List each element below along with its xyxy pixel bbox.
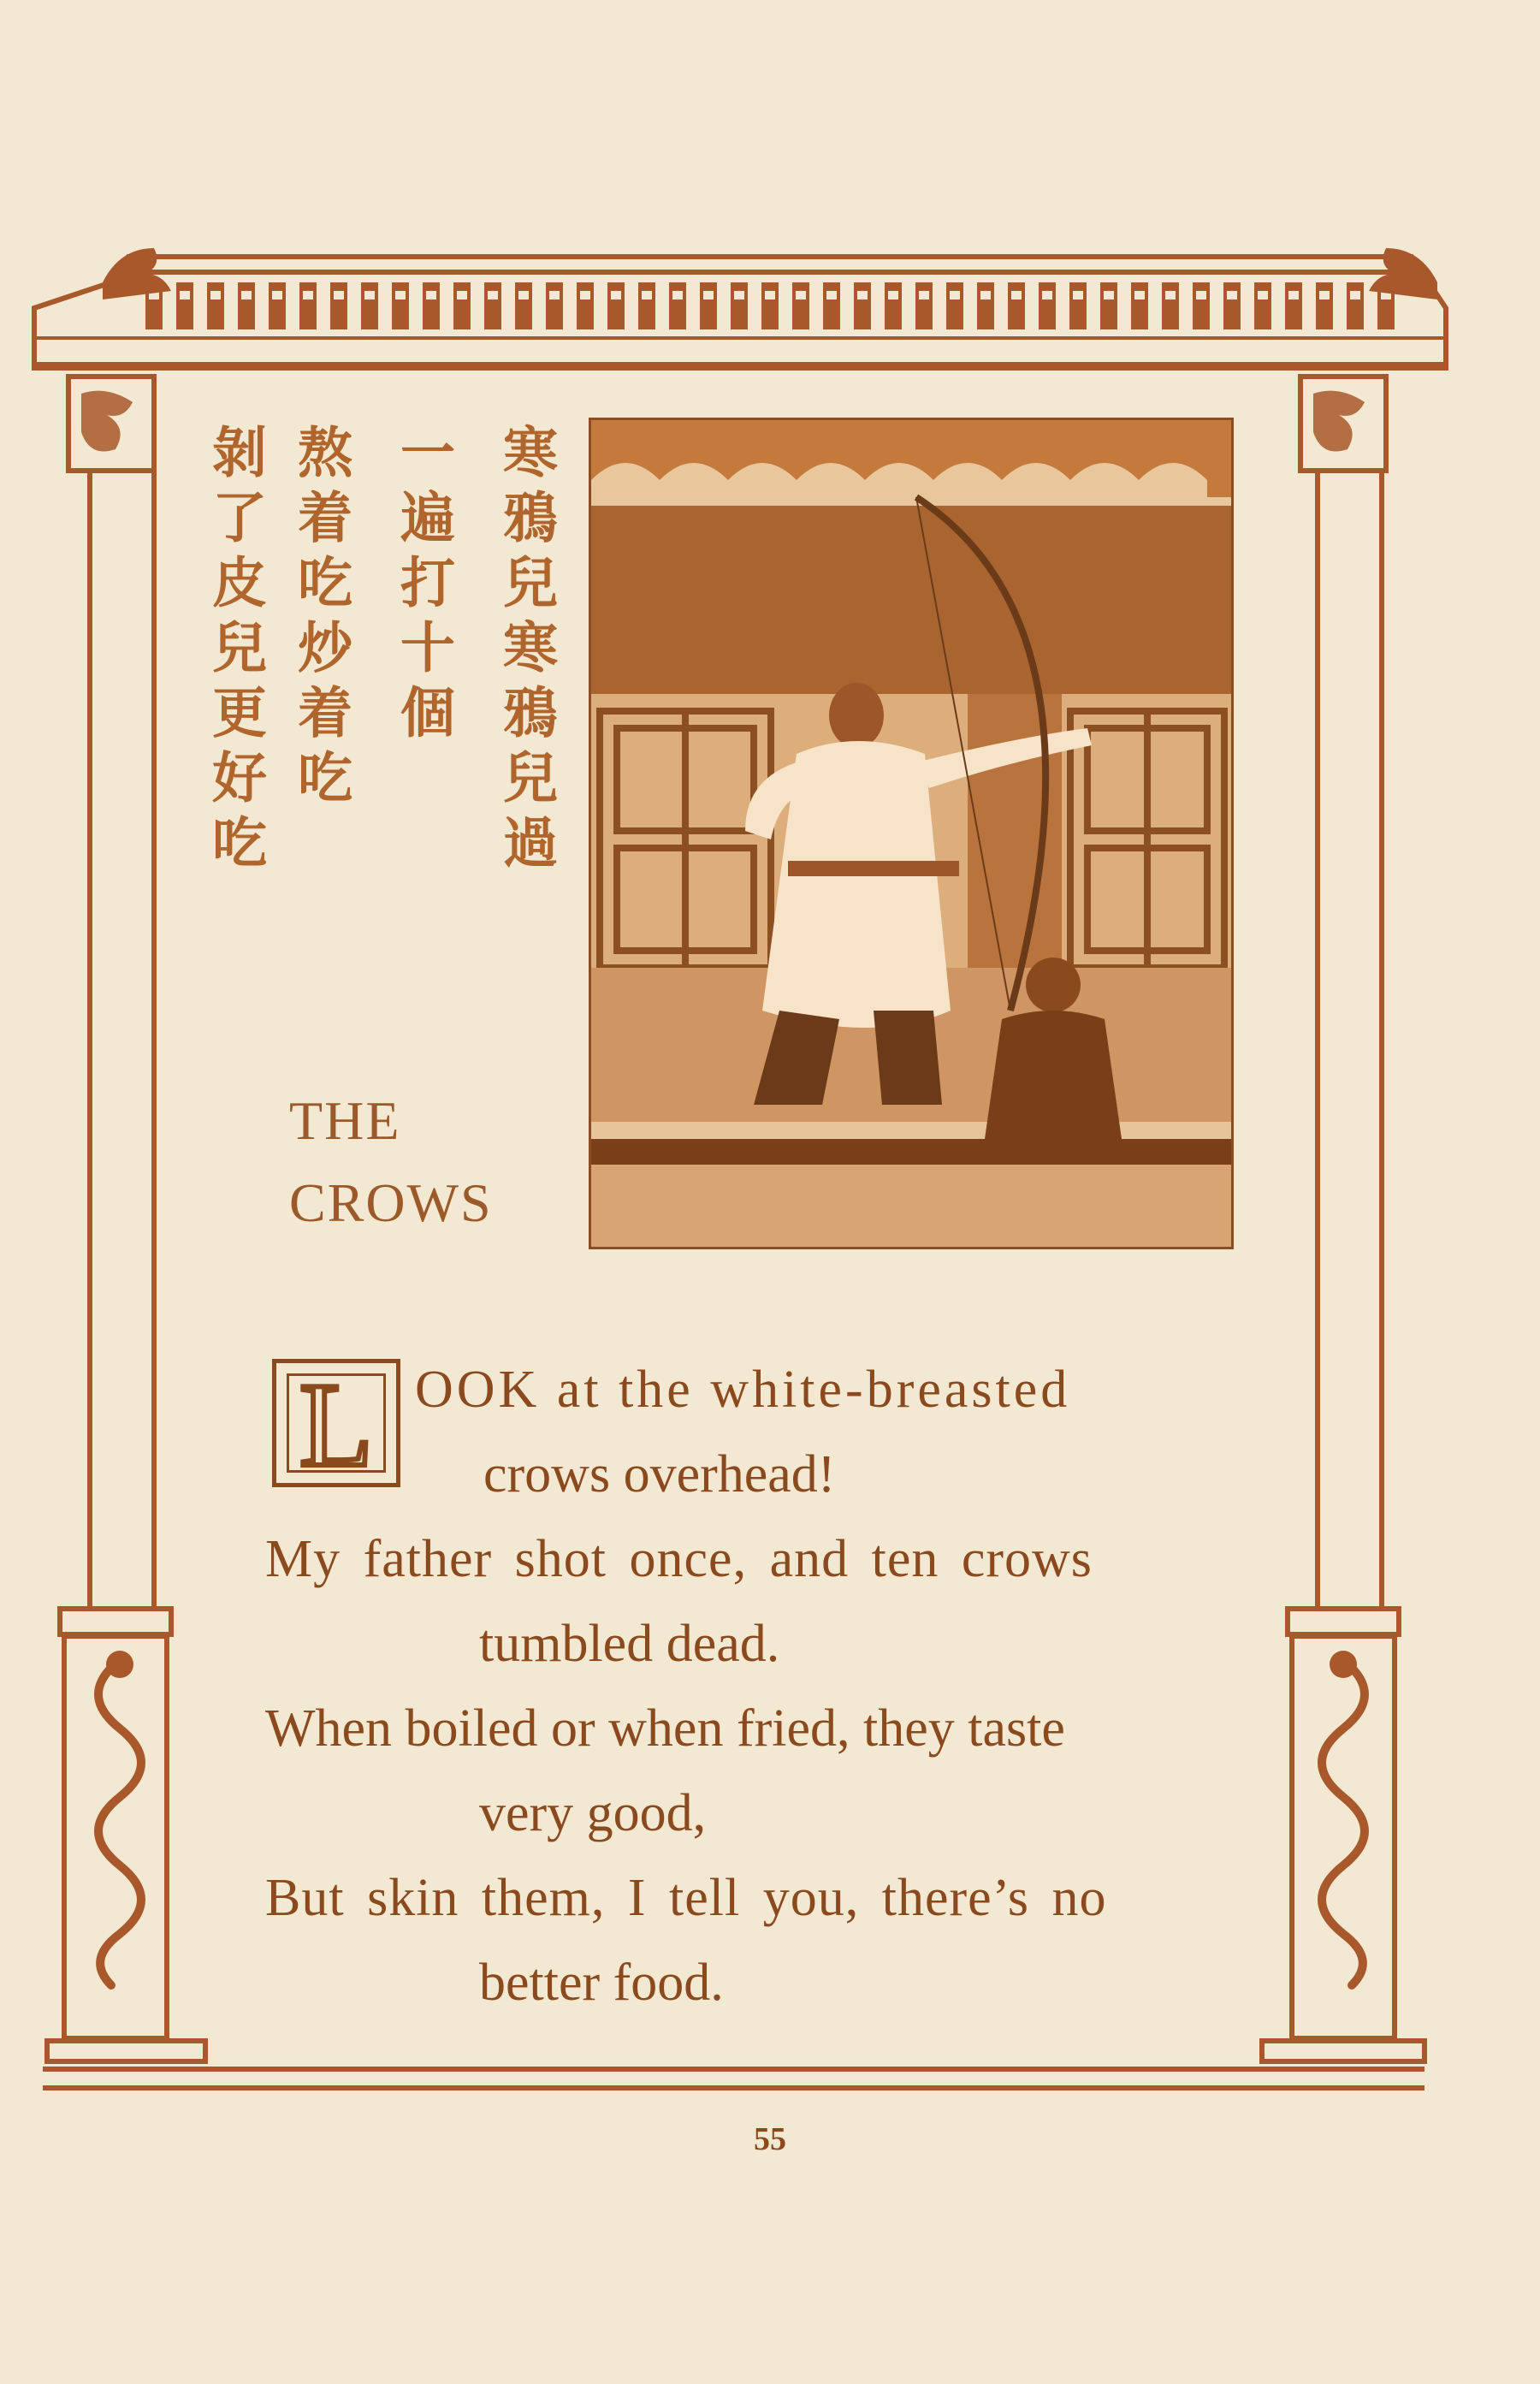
drop-cap-letter: L bbox=[299, 1359, 373, 1491]
poem-line-8: better food. bbox=[479, 1954, 724, 2012]
poem-title-line-1: THE bbox=[289, 1090, 401, 1151]
chinese-verse-column-2: 一遍打十個 bbox=[391, 424, 454, 749]
page-number: 55 bbox=[754, 2121, 786, 2157]
poem-text bbox=[265, 1348, 1206, 2025]
chinese-verse-column-1: 寒鴉兒寒鴉兒過 bbox=[494, 424, 557, 879]
poem-title bbox=[289, 1080, 493, 1244]
poem-title-line-2: CROWS bbox=[289, 1172, 493, 1233]
poem-line-7: But skin them, I tell you, there’s no bbox=[265, 1869, 1107, 1927]
chinese-verse-column-4: 剝了皮兒更好吃 bbox=[203, 424, 266, 879]
poem-line-2: crows overhead! bbox=[483, 1445, 836, 1503]
archer-photo-illustration bbox=[591, 420, 1231, 1247]
poem-line-5: When boiled or when fried, they taste bbox=[265, 1699, 1065, 1758]
poem-line-1: OOK at the white-breasted bbox=[415, 1361, 1071, 1419]
archer-photograph bbox=[589, 418, 1234, 1249]
poem-line-6: very good, bbox=[479, 1784, 707, 1842]
chinese-verse-column-3: 熬着吃炒着吃 bbox=[288, 424, 352, 814]
poem-line-4: tumbled dead. bbox=[479, 1615, 780, 1673]
poem-line-3: My father shot once, and ten crows bbox=[265, 1530, 1093, 1588]
